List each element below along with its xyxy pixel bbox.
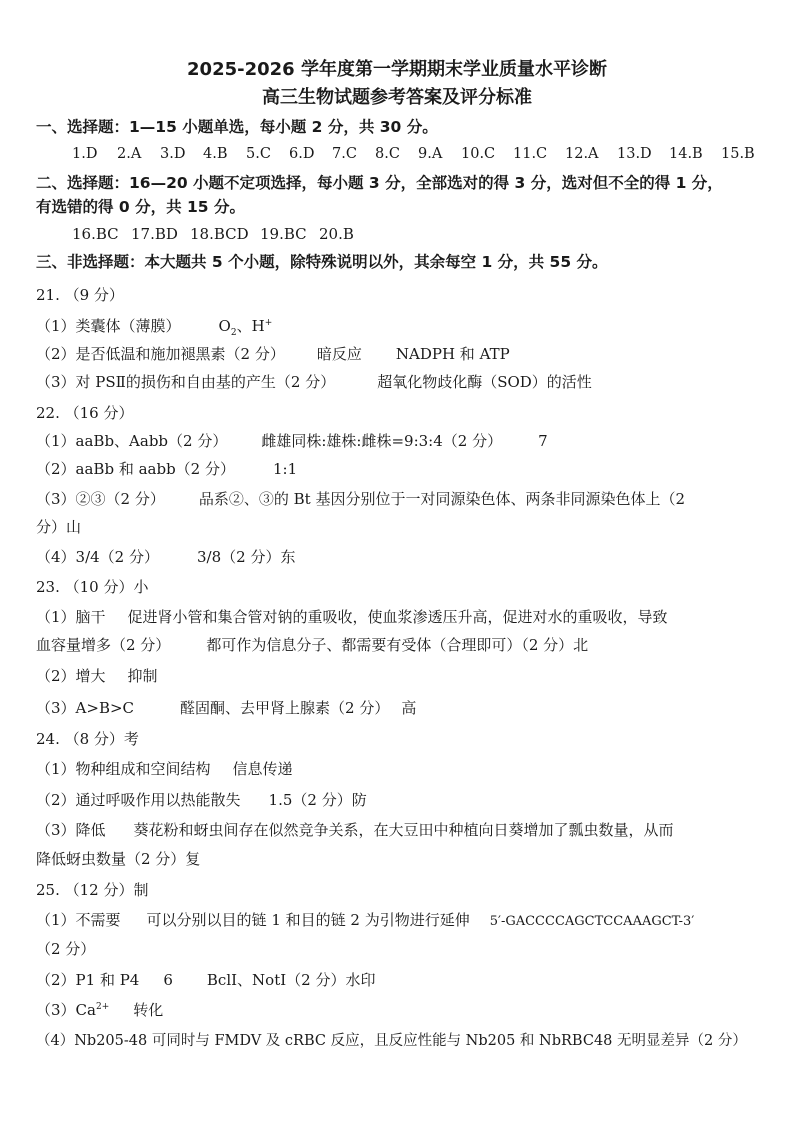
q22-part2-answer-b: 1:1 [273, 460, 298, 478]
q21-o2-subscript: 2 [230, 328, 237, 338]
q23-part1-continued [36, 635, 588, 655]
q23-part3-answer-a: （3）A>B>C [36, 699, 135, 717]
q21-o2: O [218, 317, 231, 335]
q23-part1-answer-a: （1）脑干 [36, 608, 106, 626]
q22-part1-answer-c: 7 [538, 432, 548, 450]
q24-part1-answer-b: 信息传递 [232, 760, 293, 778]
q21-part2-answer-c: NADPH 和 ATP [395, 345, 510, 363]
q24-part3-continued: 降低蚜虫数量（2 分）复 [36, 850, 201, 868]
answer-13: 13.D [617, 146, 652, 162]
q21-part3 [36, 372, 592, 392]
q25-part3-answer-a: （3）Ca [36, 1001, 96, 1019]
q23-part3-answer-c: 高 [401, 699, 417, 717]
q23-part3-answer-b: 醛固酮、去甲肾上腺素（2 分） [180, 699, 390, 717]
section1-heading: 一、选择题：1—15 小题单选，每小题 2 分，共 30 分。 [36, 118, 438, 136]
answer-19: 19.BC [260, 225, 307, 243]
q22-part2-answer-a: （2）aaBb 和 aabb（2 分） [36, 460, 235, 478]
q22-part1-answer-b: 雌雄同株:雄株:雌株=9:3:4（2 分） [261, 432, 503, 450]
answer-1: 1.D [72, 146, 98, 162]
q22-part3 [36, 489, 685, 509]
answer-16: 16.BC [72, 225, 119, 243]
q25-part1-answer-b: 可以分别以目的链 1 和目的链 2 为引物进行延伸 [146, 911, 470, 929]
q22-part4 [36, 547, 295, 567]
q24-part2-answer-a: （2）通过呼吸作用以热能散失 [36, 791, 241, 809]
answer-11: 11.C [513, 146, 548, 162]
answer-17: 17.BD [131, 225, 178, 243]
q24-part3-answer-a: （3）降低 [36, 821, 106, 839]
q25-part1-continued: （2 分） [36, 940, 96, 958]
q23-part1 [36, 607, 668, 627]
q21-part3-answer-a: （3）对 PSⅡ的损伤和自由基的产生（2 分） [36, 373, 336, 391]
q21-h: 、H [236, 317, 265, 335]
answer-9: 9.A [418, 146, 443, 162]
answer-6: 6.D [289, 146, 315, 162]
q22-part3-answer-a: （3）②③（2 分） [36, 490, 165, 508]
q25-part1 [36, 910, 694, 932]
q21-part2 [36, 344, 510, 364]
q25-part2 [36, 970, 375, 990]
q21-part1-answer-a: （1）类囊体（薄膜） [36, 317, 181, 335]
q25-part1-answer-c: 5′-GACCCCAGCTCCAAAGCT-3′ [489, 914, 695, 929]
q23-part2 [36, 666, 158, 686]
q24-part1-answer-a: （1）物种组成和空间结构 [36, 760, 211, 778]
q24-heading: 24. （8 分）考 [36, 730, 139, 748]
q22-part2 [36, 459, 297, 479]
q24-part2-answer-b: 1.5（2 分）防 [268, 791, 367, 809]
q23-part3 [36, 698, 416, 718]
q23-part2-answer-b: 抑制 [127, 667, 158, 685]
q25-heading: 25. （12 分）制 [36, 881, 149, 899]
answer-4: 4.B [203, 146, 228, 162]
answer-12: 12.A [565, 146, 599, 162]
section3-heading: 三、非选择题：本大题共 5 个小题，除特殊说明以外，其余每空 1 分，共 55 分。 [36, 253, 608, 271]
q25-part1-answer-a: （1）不需要 [36, 911, 121, 929]
q24-part2 [36, 790, 367, 810]
q24-part1 [36, 759, 293, 779]
q25-calcium-superscript: 2+ [95, 1002, 110, 1012]
answer-20: 20.B [319, 225, 354, 243]
q22-part4-answer-b: 3/8（2 分）东 [197, 548, 296, 566]
answer-18: 18.BCD [190, 225, 249, 243]
q24-part3-answer-b: 葵花粉和蚜虫间存在似然竞争关系，在大豆田中种植向日葵增加了瓢虫数量，从而 [133, 821, 674, 839]
answer-15: 15.B [721, 146, 755, 162]
answer-5: 5.C [246, 146, 271, 162]
q25-part2-answer-b: 6 [163, 971, 173, 989]
page-title: 2025-2026 学年度第一学期期末学业质量水平诊断 [187, 59, 607, 80]
q23-part1-answer-d: 都可作为信息分子、都需要有受体（合理即可）（2 分）北 [206, 636, 589, 654]
q22-heading: 22. （16 分） [36, 404, 134, 422]
q21-part1 [36, 316, 272, 336]
q22-part3-answer-b: 品系②、③的 Bt 基因分别位于一对同源染色体、两条非同源染色体上（2 [198, 490, 685, 508]
q22-part4-answer-a: （4）3/4（2 分） [36, 548, 159, 566]
q21-h-superscript: + [264, 318, 273, 328]
section2-heading-line1: 二、选择题：16—20 小题不定项选择，每小题 3 分，全部选对的得 3 分，选对但不全的得 1 分， [36, 174, 723, 192]
q21-part2-answer-b: 暗反应 [316, 345, 362, 363]
page-subtitle: 高三生物试题参考答案及评分标准 [262, 87, 532, 108]
answer-10: 10.C [461, 146, 496, 162]
answer-3: 3.D [160, 146, 186, 162]
q21-part2-answer-a: （2）是否低温和施加褪黑素（2 分） [36, 345, 285, 363]
answer-8: 8.C [375, 146, 400, 162]
q22-part3-continued: 分）山 [36, 518, 82, 536]
section1-answers [72, 144, 765, 164]
q25-part4: （4）Nb205-48 可同时与 FMDV 及 cRBC 反应，且反应性能与 Nb205 和 NbRBC48 无明显差异（2 分） [36, 1033, 747, 1049]
answer-2: 2.A [117, 146, 142, 162]
q23-part1-answer-b: 促进肾小管和集合管对钠的重吸收，使血浆渗透压升高，促进对水的重吸收，导致 [127, 608, 668, 626]
section2-answers [72, 224, 369, 244]
q24-part3 [36, 820, 674, 840]
q25-part2-answer-a: （2）P1 和 P4 [36, 971, 140, 989]
q21-part3-answer-b: 超氧化物歧化酶（SOD）的活性 [377, 373, 592, 391]
q25-part3-answer-b: 转化 [133, 1001, 164, 1019]
q23-heading: 23. （10 分）小 [36, 578, 149, 596]
answer-14: 14.B [669, 146, 703, 162]
q25-part2-answer-c: BclⅠ、NotⅠ（2 分）水印 [206, 971, 376, 989]
section2-heading-line2: 有选错的得 0 分，共 15 分。 [36, 198, 245, 216]
q22-part1-answer-a: （1）aaBb、Aabb（2 分） [36, 432, 228, 450]
q22-part1 [36, 431, 548, 451]
answer-7: 7.C [332, 146, 357, 162]
q23-part2-answer-a: （2）增大 [36, 667, 106, 685]
q25-part3 [36, 1000, 163, 1020]
q21-heading: 21. （9 分） [36, 286, 124, 304]
q23-part1-answer-c: 血容量增多（2 分） [36, 636, 171, 654]
